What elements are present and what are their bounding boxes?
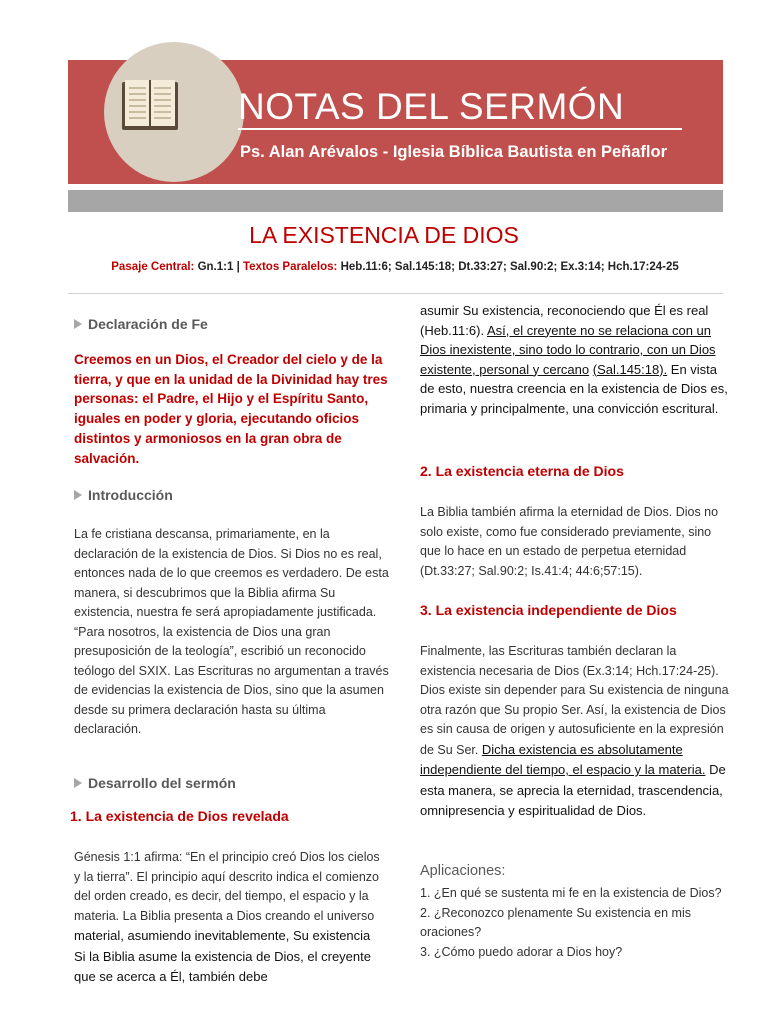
title-underline bbox=[238, 128, 682, 130]
point1-heading bbox=[70, 808, 289, 826]
point3-underline: Dicha existencia es absolutamente independiente del tiempo, el espacio y la materia. bbox=[420, 741, 706, 777]
open-book-icon bbox=[120, 78, 180, 136]
continuation-text bbox=[420, 301, 735, 418]
point1-text-c: Si la Biblia asume la existencia de Dios, el creyente que se acerca a Él, también debe bbox=[74, 948, 371, 984]
cont-c: En vista de esto, nuestra creencia en la existencia de Dios es, primaria y principalmente, una convicción escritural. bbox=[420, 361, 728, 416]
introduccion-text: La fe cristiana descansa, primariamente, en la declaración de la existencia de Dios. Si Dios no es real, entonces nada de lo que creemos es verdadero. De esta manera, si descubrimos que la Biblia afirma Su existencia, nuestra fe será apropiadamente justificada. “Para nosotros, la existencia de Dios una gran presuposición de la teología”, escribió un reconocido teólogo del SXIX. Las Escrituras no argumentan a través de evidencias la existencia de Dios, sino que la asumen desde su primera declaración hasta su última declaración. bbox=[74, 527, 389, 736]
list-item: 3. ¿Cómo puedo adorar a Dios hoy? bbox=[420, 944, 623, 959]
cont-underline: Así, el creyente no se relaciona con un Dios inexistente, sino todo lo contrario, con un Dios existente, personal y cercano bbox=[420, 322, 716, 377]
point2-text: La Biblia también afirma la eternidad de Dios. Dios no solo existe, como fue considerado previamente, sino que lo hace en un estado de perpetua eternidad (Dt.33:27; Sal.90:2; Is.41:4; 44:6;57:15). bbox=[420, 505, 719, 578]
list-item: 2. ¿Reconozco plenamente Su existencia en mis oraciones? bbox=[420, 905, 691, 940]
list-item: 1. ¿En qué se sustenta mi fe en la existencia de Dios? bbox=[420, 886, 722, 900]
aplicaciones-list bbox=[420, 884, 735, 962]
triangle-bullet-icon bbox=[74, 490, 82, 500]
aplicaciones-label: Aplicaciones: bbox=[420, 863, 506, 879]
section-label: Declaración de Fe bbox=[88, 316, 208, 332]
point1-text-b: material, asumiendo inevitablemente, Su existencia bbox=[74, 928, 371, 943]
point-title: 3. La existencia independiente de Dios bbox=[420, 602, 677, 618]
desarrollo-heading bbox=[74, 775, 389, 793]
section-label: Introducción bbox=[88, 487, 173, 503]
point-title: 2. La existencia eterna de Dios bbox=[420, 463, 624, 479]
content-divider bbox=[68, 293, 723, 294]
cont-a: asumir Su existencia, reconociendo que Él es real (Heb.11:6). bbox=[420, 303, 709, 338]
triangle-bullet-icon bbox=[74, 319, 82, 329]
scripture-references bbox=[0, 261, 768, 273]
section-label: Desarrollo del sermón bbox=[88, 775, 236, 791]
point-title: 1. La existencia de Dios revelada bbox=[70, 808, 289, 824]
header-title: NOTAS DEL SERMÓN bbox=[238, 86, 625, 127]
header-subtitle: Ps. Alan Arévalos - Iglesia Bíblica Bautista en Peñaflor bbox=[240, 143, 668, 161]
declaracion-heading bbox=[74, 316, 389, 334]
divider-bar bbox=[68, 190, 723, 212]
point1-text bbox=[74, 848, 389, 988]
triangle-bullet-icon bbox=[74, 778, 82, 788]
document-title: LA EXISTENCIA DE DIOS bbox=[249, 222, 519, 248]
cont-ref: (Sal.145:18). bbox=[592, 361, 668, 377]
point1-text-a: Génesis 1:1 afirma: “En el principio creó Dios los cielos y la tierra”. El principio aquí descrito indica el comienzo del orden creado, es decir, del tiempo, el espacio y la materia. La Biblia presenta a Dios creando el universo bbox=[74, 850, 380, 923]
separator: | bbox=[236, 261, 240, 273]
pasaje-value: Gn.1:1 bbox=[197, 261, 234, 273]
declaracion-text: Creemos en un Dios, el Creador del cielo y de la tierra, y que en la unidad de la Divinidad hay tres personas: el Padre, el Hijo y el Espíritu Santo, iguales en poder y gloria, ejecutando oficios distintos y armoniosos en la gran obra de salvación. bbox=[74, 352, 388, 466]
point3-heading bbox=[420, 602, 677, 620]
point3-text bbox=[420, 642, 735, 822]
paralelos-label: Textos Paralelos: bbox=[243, 261, 338, 273]
aplicaciones-heading bbox=[420, 862, 735, 880]
point2-heading bbox=[420, 463, 624, 481]
introduccion-heading bbox=[74, 487, 389, 505]
pasaje-label: Pasaje Central: bbox=[111, 261, 195, 273]
point3-text-b: De esta manera, se aprecia la eternidad, trascendencia, omnipresencia y espiritualidad de Dios. bbox=[420, 762, 726, 818]
paralelos-value: Heb.11:6; Sal.145:18; Dt.33:27; Sal.90:2; Ex.3:14; Hch.17:24-25 bbox=[340, 261, 679, 273]
point3-text-a: Finalmente, las Escrituras también declaran la existencia necesaria de Dios (Ex.3:14; Hch.17:24-25). Dios existe sin depender para Su existencia de ninguna otra razón que Su propio Ser. Así, la existencia de Dios es sin causa de origen y autosuficiente en la expresión de Su Ser. bbox=[420, 644, 729, 757]
